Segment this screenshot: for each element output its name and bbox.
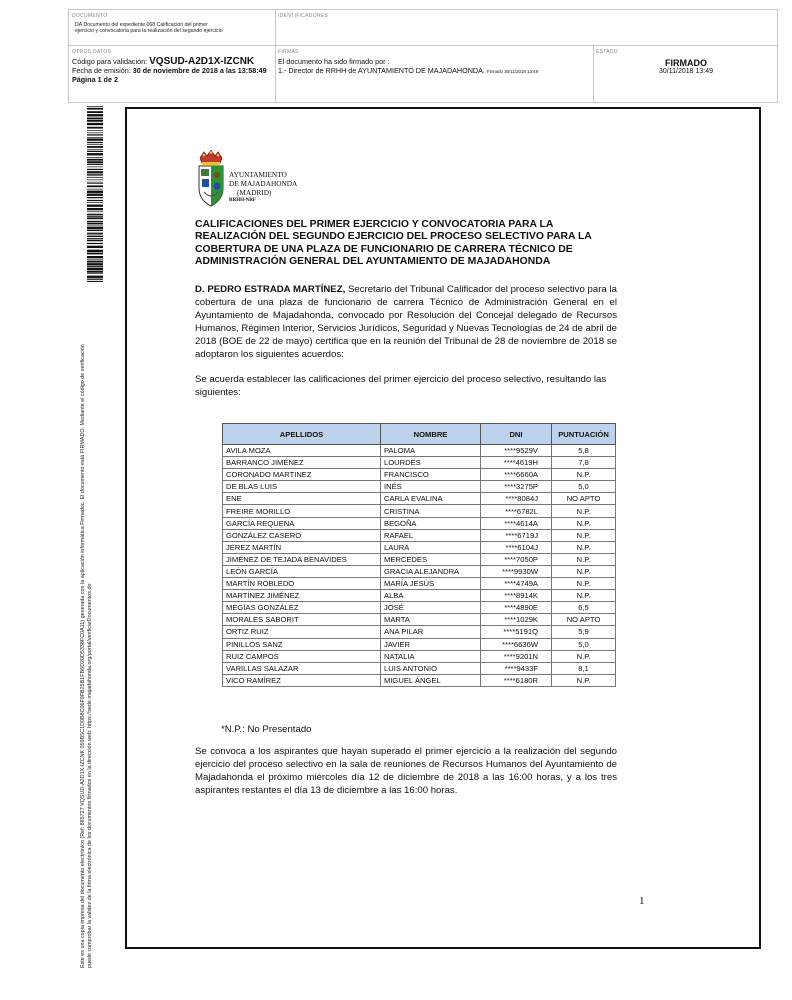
emission-date-label: Fecha de emisión:: [72, 66, 131, 75]
cell-puntuacion: N.P.: [552, 541, 616, 553]
cell-apellidos: DE BLAS LUIS: [223, 481, 381, 493]
emission-date-line: [72, 66, 274, 75]
estado-label: ESTADO: [596, 49, 618, 55]
cell-apellidos: RUIZ CAMPOS: [223, 650, 381, 662]
estado-value: FIRMADO: [665, 58, 707, 68]
intro-text: Secretario del Tribunal Calificador del proceso selectivo para la cobertura de una plaza de funcionario de carrera Técnico de Administración General en el Ayuntamiento de Majadahonda, convocado por Resolución del Concejal delegado de Recursos Humanos, Régimen Interior, Servicios Jurídicos, Seguridad y Nuevas Tecnologías de 24 de abril de 2018 (BOE de 22 de mayo) certifica que en la reunión del Tribunal de 28 de noviembre de 2018 se adoptaron los siguientes acuerdos:: [195, 284, 617, 361]
cell-nombre: LOURDES: [381, 457, 481, 469]
cell-apellidos: ENE: [223, 493, 381, 505]
cell-apellidos: JIMÉNEZ DE TEJADA BENAVIDES: [223, 553, 381, 565]
cell-dni: ****6782L: [481, 505, 552, 517]
coat-of-arms-logo: [196, 150, 226, 208]
table-row: [223, 445, 616, 457]
cell-puntuacion: N.P.: [552, 505, 616, 517]
cell-apellidos: GARCÍA REQUENA: [223, 517, 381, 529]
cell-puntuacion: 7,8: [552, 457, 616, 469]
estado-date: 30/11/2018 13:49: [659, 68, 713, 75]
header-divider: [275, 10, 276, 102]
organization-block: [229, 171, 297, 206]
cell-puntuacion: N.P.: [552, 529, 616, 541]
table-row: [223, 578, 616, 590]
cell-dni: ****6719J: [481, 529, 552, 541]
intro-paragraph: [195, 283, 617, 362]
cell-nombre: LAURA: [381, 541, 481, 553]
cell-puntuacion: N.P.: [552, 469, 616, 481]
table-row: [223, 638, 616, 650]
org-line-3: (MADRID): [237, 187, 272, 197]
cell-nombre: MERCEDES: [381, 553, 481, 565]
cell-apellidos: MORALES SABORIT: [223, 614, 381, 626]
cell-dni: ****9930W: [481, 565, 552, 577]
cell-puntuacion: 5,0: [552, 638, 616, 650]
cell-nombre: CARLA EVALINA: [381, 493, 481, 505]
table-header-row: [223, 424, 616, 445]
table-row: [223, 469, 616, 481]
cell-dni: ****6636W: [481, 638, 552, 650]
table-row: [223, 565, 616, 577]
cell-dni: ****1029K: [481, 614, 552, 626]
verification-side-text: [80, 268, 94, 968]
cell-dni: ****6660A: [481, 469, 552, 481]
table-row: [223, 517, 616, 529]
page-number: 1: [639, 895, 645, 907]
cell-dni: ****3275P: [481, 481, 552, 493]
cell-nombre: FRANCISCO: [381, 469, 481, 481]
cell-puntuacion: N.P.: [552, 565, 616, 577]
firmas-signer: 1.- Director de RRHH de AYUNTAMIENTO DE MAJADAHONDA.: [278, 66, 485, 75]
cell-puntuacion: N.P.: [552, 578, 616, 590]
grades-table: [222, 423, 616, 687]
cell-nombre: RAFAEL: [381, 529, 481, 541]
cell-apellidos: MEGÍAS GONZÁLEZ: [223, 602, 381, 614]
cell-nombre: CRISTINA: [381, 505, 481, 517]
cell-apellidos: CORONADO MARTINEZ: [223, 469, 381, 481]
header-divider: [69, 45, 777, 46]
cell-dni: ****8084J: [481, 493, 552, 505]
cell-nombre: GRACIA ALEJANDRA: [381, 565, 481, 577]
cell-dni: ****4749A: [481, 578, 552, 590]
cell-nombre: LUIS ANTONIO: [381, 662, 481, 674]
cell-dni: ****6180R: [481, 674, 552, 686]
table-row: [223, 650, 616, 662]
cell-apellidos: GONZÁLEZ CASERO: [223, 529, 381, 541]
table-row: [223, 626, 616, 638]
cell-apellidos: ORTIZ RUIZ: [223, 626, 381, 638]
estado-cell: [596, 49, 776, 101]
cell-dni: ****9529V: [481, 445, 552, 457]
cell-dni: ****7050P: [481, 553, 552, 565]
cell-dni: ****9201N: [481, 650, 552, 662]
barcode: [87, 106, 103, 282]
cell-nombre: ANA PILAR: [381, 626, 481, 638]
otros-datos-cell: [72, 49, 274, 101]
validation-code-label: Código para validación:: [72, 57, 148, 66]
side-text-line-2: puede comprobar la validez de la firma electrónica de los documentos firmados en la dirección web: https://sede.majadahonda.org/portal/verificarDocumentos.do: [87, 583, 93, 968]
firmas-signer-line: [278, 66, 590, 76]
cell-nombre: PALOMA: [381, 445, 481, 457]
cell-apellidos: MARTÍNEZ JIMÉNEZ: [223, 590, 381, 602]
cell-apellidos: AVILA MOZA: [223, 445, 381, 457]
cell-apellidos: BARRANCO JIMÉNEZ: [223, 457, 381, 469]
column-header: DNI: [481, 424, 552, 445]
cell-puntuacion: 5,0: [552, 481, 616, 493]
documento-label: DOCUMENTO: [72, 13, 108, 19]
table-row: [223, 481, 616, 493]
cell-puntuacion: N.P.: [552, 674, 616, 686]
cell-nombre: BEGOÑA: [381, 517, 481, 529]
documento-text: DA Documento del expediente 068 Calificación del primer ejercicio y convocatoria para la realización del segundo ejercicio: [75, 22, 223, 35]
table-row: [223, 602, 616, 614]
table-row: [223, 457, 616, 469]
firmas-label: FIRMAS: [278, 49, 299, 55]
cell-puntuacion: 5,9: [552, 626, 616, 638]
identificadores-cell: [278, 13, 578, 43]
header-divider: [593, 46, 594, 102]
table-row: [223, 529, 616, 541]
signer-name: D. PEDRO ESTRADA MARTÍNEZ,: [195, 284, 346, 295]
cell-puntuacion: 5,8: [552, 445, 616, 457]
cell-nombre: MARTA: [381, 614, 481, 626]
firmas-intro: El documento ha sido firmado por :: [278, 57, 390, 66]
emission-date-value: 30 de noviembre de 2018 a las 13:58:49: [132, 66, 267, 75]
cell-nombre: MIGUEL ÁNGEL: [381, 674, 481, 686]
identificadores-label: IDENTIFICADORES: [278, 13, 329, 19]
column-header: NOMBRE: [381, 424, 481, 445]
firmas-cell: [278, 49, 590, 101]
column-header: PUNTUACIÓN: [552, 424, 616, 445]
table-row: [223, 505, 616, 517]
org-line-1: AYUNTAMIENTO: [229, 170, 287, 179]
side-text-line-1: Este es una copia impresa del documento electrónico (Ref: 885727 VQSUD-A2D1X-IZCNK 059B5C1D0B8C06F9FB25B1FB6D20D5338FC0A11) generada con la aplicación informática Firmadoc. El documento está FIRMADO. Mediante el código de verificación: [80, 344, 86, 968]
otros-datos-label: OTROS DATOS: [72, 49, 112, 55]
cell-puntuacion: NO APTO: [552, 493, 616, 505]
firmas-date: Firmado 30/11/2018 13:49: [486, 69, 539, 74]
column-header: APELLIDOS: [223, 424, 381, 445]
cell-dni: ****4890E: [481, 602, 552, 614]
documento-cell: [72, 13, 272, 45]
cell-nombre: MARÍA JESÚS: [381, 578, 481, 590]
cell-dni: ****9433F: [481, 662, 552, 674]
cell-apellidos: FREIRE MORILLO: [223, 505, 381, 517]
cell-puntuacion: N.P.: [552, 517, 616, 529]
cell-puntuacion: N.P.: [552, 590, 616, 602]
cell-apellidos: JEREZ MARTÍN: [223, 541, 381, 553]
cell-apellidos: LEÓN GARCÍA: [223, 565, 381, 577]
cell-nombre: INÉS: [381, 481, 481, 493]
cell-puntuacion: 8,1: [552, 662, 616, 674]
cell-nombre: NATALIA: [381, 650, 481, 662]
cell-dni: ****4619H: [481, 457, 552, 469]
validation-code-line: [72, 57, 274, 66]
agreement-paragraph: Se acuerda establecer las calificaciones del primer ejercicio del proceso selectivo, resultando las siguientes:: [195, 374, 607, 399]
table-row: [223, 674, 616, 686]
cell-dni: ****4614A: [481, 517, 552, 529]
cell-apellidos: VICO RAMÍREZ: [223, 674, 381, 686]
cell-nombre: JAVIER: [381, 638, 481, 650]
validation-code-value: VQSUD-A2D1X-IZCNK: [149, 56, 255, 67]
table-row: [223, 493, 616, 505]
cell-apellidos: MARTÍN ROBLEDO: [223, 578, 381, 590]
cell-nombre: ALBA: [381, 590, 481, 602]
org-line-2: DE MAJADAHONDA: [229, 178, 298, 188]
convocation-paragraph: Se convoca a los aspirantes que hayan superado el primer ejercicio a la realización del segundo ejercicio del proceso selectivo en la sala de reuniones de Recursos Humanos del Ayuntamiento de Majadahonda el próximo miércoles día 12 de diciembre de 2018 a las 16:00 horas, y a los tres aspirantes restantes el día 13 de diciembre a las 16:00 horas.: [195, 746, 617, 797]
cell-dni: ****5191Q: [481, 626, 552, 638]
table-row: [223, 614, 616, 626]
cell-dni: ****8914K: [481, 590, 552, 602]
page-count: Página 1 de 2: [72, 75, 118, 84]
cell-apellidos: VARILLAS SALAZAR: [223, 662, 381, 674]
document-header: [68, 9, 778, 103]
cell-apellidos: PINILLOS SANZ: [223, 638, 381, 650]
cell-puntuacion: N.P.: [552, 650, 616, 662]
table-row: [223, 590, 616, 602]
cell-puntuacion: 6,5: [552, 602, 616, 614]
cell-puntuacion: N.P.: [552, 553, 616, 565]
org-dept: RRHH-NRF: [229, 198, 256, 204]
table-row: [223, 553, 616, 565]
table-row: [223, 541, 616, 553]
cell-puntuacion: NO APTO: [552, 614, 616, 626]
cell-dni: ****6104J: [481, 541, 552, 553]
table-row: [223, 662, 616, 674]
document-title: CALIFICACIONES DEL PRIMER EJERCICIO Y CONVOCATORIA PARA LA REALIZACIÓN DEL SEGUNDO EJERCICIO DEL PROCESO SELECTIVO PARA LA COBERTURA DE UNA PLAZA DE FUNCIONARIO DE CARRERA TÉCNICO DE ADMINISTRACIÓN GENERAL DEL AYUNTAMIENTO DE MAJADAHONDA: [195, 219, 592, 268]
cell-nombre: JOSÉ: [381, 602, 481, 614]
np-note: *N.P.: No Presentado: [221, 724, 312, 735]
